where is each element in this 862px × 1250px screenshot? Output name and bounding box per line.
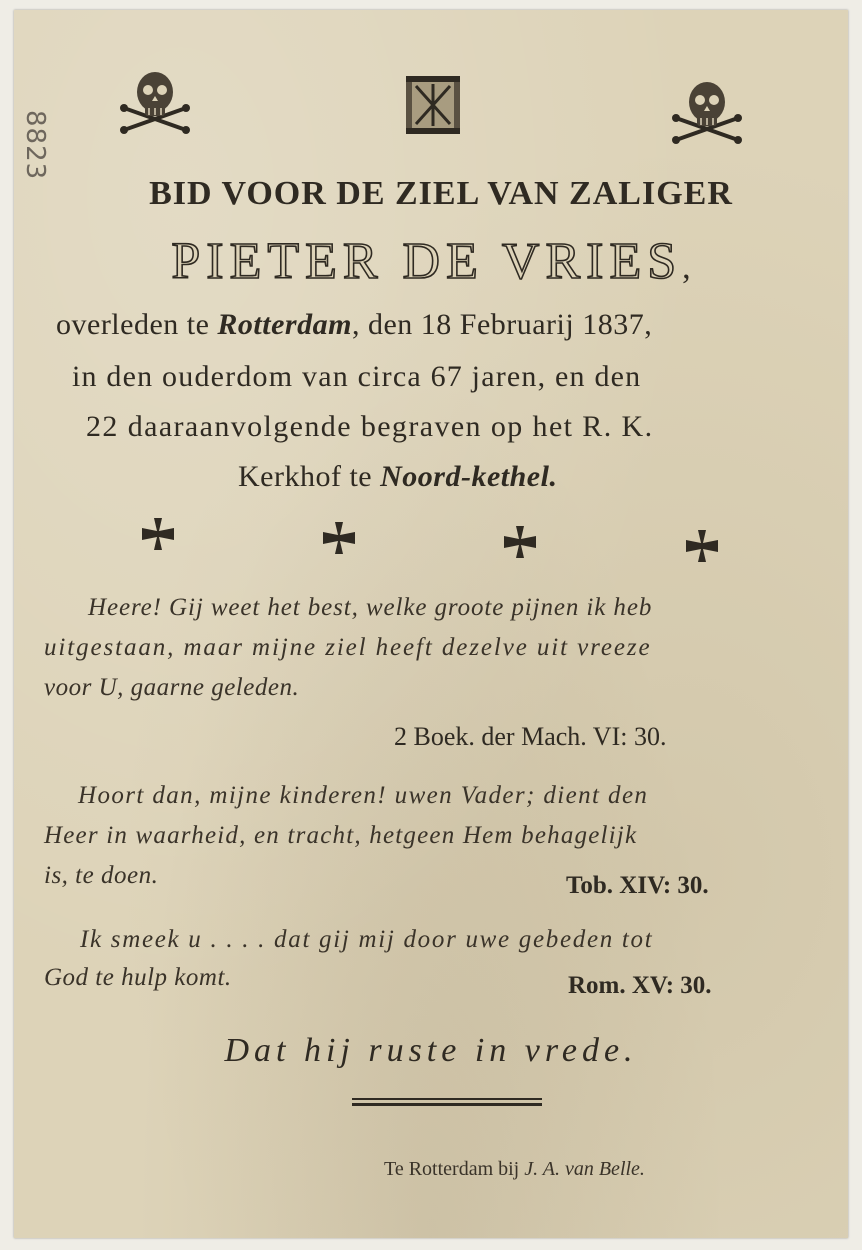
quote-1-line-2: uitgestaan, maar mijne ziel heeft dezelve uit vreeze	[44, 634, 652, 661]
cross-pattee-icon	[502, 524, 538, 560]
quote-3-line-2: God te hulp komt.	[44, 964, 232, 991]
quote-2-line-2: Heer in waarheid, en tracht, hetgeen Hem behagelijk	[44, 822, 638, 849]
body-line-1	[56, 308, 652, 342]
cross-pattee-icon	[140, 516, 176, 552]
archive-number: 8823	[20, 110, 50, 181]
quote-2-line-3: is, te doen.	[44, 862, 159, 889]
printer-imprint	[384, 1158, 645, 1181]
quote-1-line-1: Heere! Gij weet het best, welke groote pijnen ik heb	[88, 594, 653, 621]
name-comma: ,	[682, 249, 691, 286]
quote-1-reference: 2 Boek. der Mach. VI: 30.	[394, 722, 667, 751]
divider-rule-top	[352, 1098, 542, 1100]
closing-prayer: Dat hij ruste in vrede.	[224, 1032, 638, 1069]
quote-3-line-1: Ik smeek u . . . . dat gij mij door uwe gebeden tot	[80, 926, 654, 953]
deceased-name-text: PIETER DE VRIES	[171, 233, 683, 290]
body-line-4-start: Kerkhof te	[238, 460, 381, 493]
heading: BID VOOR DE ZIEL VAN ZALIGER	[149, 175, 733, 212]
quote-2-reference: Tob. XIV: 30.	[566, 872, 709, 899]
divider-rule-bottom	[352, 1103, 542, 1106]
memorial-card	[14, 10, 848, 1238]
skull-crossbones-icon	[118, 68, 192, 134]
place-of-death: Rotterdam	[217, 308, 352, 341]
body-line-4	[238, 460, 557, 494]
cross-pattee-icon	[321, 520, 357, 556]
cross-pattee-icon	[684, 528, 720, 564]
body-line-1-end: , den 18 Februarij 1837,	[351, 308, 653, 341]
quote-3-reference: Rom. XV: 30.	[568, 972, 712, 999]
printer-name: J. A. van Belle.	[524, 1158, 645, 1180]
deceased-name	[14, 232, 848, 291]
body-line-2: in den ouderdom van circa 67 jaren, en den	[72, 360, 642, 393]
printer-prefix: Te Rotterdam bij	[384, 1158, 525, 1180]
quote-1-line-3: voor U, gaarne geleden.	[44, 674, 300, 701]
body-line-1-start: overleden te	[56, 308, 218, 341]
burial-place: Noord-kethel.	[380, 460, 558, 493]
skull-crossbones-icon	[670, 78, 744, 144]
body-line-3: 22 daaraanvolgende begraven op het R. K.	[86, 410, 654, 443]
religious-emblem-icon	[404, 74, 462, 136]
quote-2-line-1: Hoort dan, mijne kinderen! uwen Vader; dient den	[78, 782, 649, 809]
